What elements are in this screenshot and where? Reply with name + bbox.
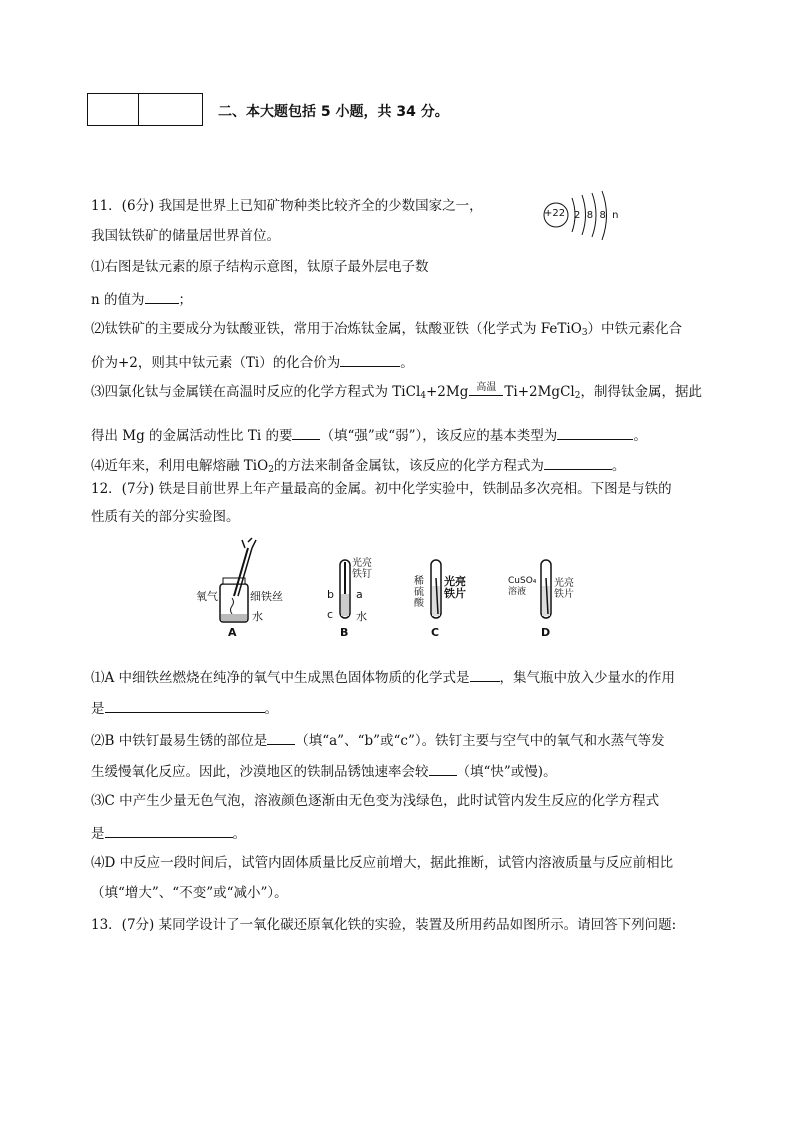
q11-part2-line-2: 价为+2，则其中钛元素（Ti）的化合价为 。 bbox=[91, 352, 414, 372]
q11-part1-line-2: n 的值为 ； bbox=[91, 289, 192, 309]
fig-d-label: D bbox=[541, 626, 551, 639]
answer-blank[interactable] bbox=[105, 698, 265, 713]
q12-part1-line-1: ⑴A 中细铁丝燃烧在纯净的氧气中生成黑色固体物质的化学式是 ，集气瓶中放入少量水的作用 bbox=[91, 667, 675, 687]
answer-blank[interactable] bbox=[470, 667, 500, 682]
fig-b-c: c bbox=[327, 608, 334, 621]
score-box bbox=[87, 93, 203, 126]
fig-c-acid: 稀 硫 酸 bbox=[414, 576, 424, 609]
q11-part3-line-1: ⑶四氯化钛与金属镁在高温时反应的化学方程式为 TiCl$_4$+2Mg 高温 Ti+2MgCl$_2$，制得钛金属，据此 bbox=[91, 382, 702, 401]
answer-blank[interactable] bbox=[292, 425, 320, 440]
iron-experiments-figure bbox=[190, 536, 600, 644]
reaction-condition: 高温 bbox=[469, 389, 503, 399]
fig-b-label: B bbox=[340, 626, 349, 639]
q12-part3-line-2: 是 。 bbox=[91, 823, 246, 843]
q12-line-2: 性质有关的部分实验图。 bbox=[91, 509, 240, 525]
answer-blank[interactable] bbox=[340, 352, 400, 367]
answer-blank[interactable] bbox=[105, 823, 233, 838]
answer-blank[interactable] bbox=[267, 730, 295, 745]
q12-part2-line-2: 生缓慢氧化反应。因此，沙漠地区的铁制品锈蚀速率会较 （填“快”或慢)。 bbox=[91, 761, 557, 781]
q11-part2-line-1: ⑵钛铁矿的主要成分为钛酸亚铁，常用于冶炼钛金属，钛酸亚铁（化学式为 FeTiO$_3$）中铁元素化合 bbox=[91, 321, 683, 338]
q12-part4-line-2: （填“增大”、“不变”或“减小”）。 bbox=[91, 885, 288, 901]
fig-b-water: 水 bbox=[356, 610, 367, 623]
q11-part4: ⑷近年来，利用电解熔融 TiO$_2$的方法来制备金属钛，该反应的化学方程式为 。 bbox=[91, 455, 625, 479]
answer-blank[interactable] bbox=[544, 455, 612, 470]
fig-a-oxygen: 氧气 bbox=[196, 590, 218, 603]
answer-blank[interactable] bbox=[429, 761, 457, 776]
fig-b-b: b bbox=[327, 588, 334, 601]
fig-a-water: 水 bbox=[252, 610, 263, 623]
q11-part1-line-1: ⑴右图是钛元素的原子结构示意图，钛原子最外层电子数 bbox=[91, 259, 429, 275]
answer-blank[interactable] bbox=[557, 425, 633, 440]
fig-b-a: a bbox=[356, 588, 363, 601]
q12-part1-line-2: 是 。 bbox=[91, 698, 278, 718]
q12-part3-line-1: ⑶C 中产生少量无色气泡，溶液颜色逐渐由无色变为浅绿色，此时试管内发生反应的化学方程式 bbox=[91, 793, 660, 809]
fig-a-wire: 细铁丝 bbox=[250, 590, 283, 603]
q11-line-2: 我国钛铁矿的储量居世界首位。 bbox=[91, 228, 280, 244]
answer-blank[interactable] bbox=[145, 289, 179, 304]
q12-line-1: 12．(7分) 铁是目前世界上年产量最高的金属。初中化学实验中，铁制品多次亮相。下图是与铁的 bbox=[91, 481, 672, 497]
atom-nucleus-label: +22 bbox=[544, 208, 566, 219]
fig-a-label: A bbox=[228, 626, 237, 639]
q11-line-1: 11．(6分) 我国是世界上已知矿物种类比较齐全的少数国家之一， bbox=[91, 198, 483, 214]
q11-part3-line-2: 得出 Mg 的金属活动性比 Ti 的要 （填“强”或“弱”），该反应的基本类型为 。 bbox=[91, 425, 647, 445]
atom-shell-electrons: 2 8 8 n bbox=[574, 210, 619, 221]
section-title: 二、本大题包括 5 小题，共 34 分。 bbox=[218, 104, 449, 120]
q13-line-1: 13．(7分) 某同学设计了一氧化碳还原氧化铁的实验，装置及所用药品如图所示。请回答下列问题: bbox=[91, 917, 677, 933]
q12-part2-line-1: ⑵B 中铁钉最易生锈的部位是 （填“a”、“b”或“c”）。铁钉主要与空气中的氧气和水蒸气等发 bbox=[91, 730, 665, 750]
fig-c-label: C bbox=[431, 626, 440, 639]
fig-b-nail: 光亮 铁钉 bbox=[352, 558, 372, 580]
q12-part4-line-1: ⑷D 中反应一段时间后，试管内固体质量比反应前增大，据此推断，试管内溶液质量与反应前相比 bbox=[91, 855, 674, 871]
fig-d-solution: CuSO₄ 溶液 bbox=[508, 576, 537, 597]
fig-c-sheet: 光亮 铁片 bbox=[444, 575, 466, 600]
fig-d-sheet: 光亮 铁片 bbox=[554, 578, 574, 600]
